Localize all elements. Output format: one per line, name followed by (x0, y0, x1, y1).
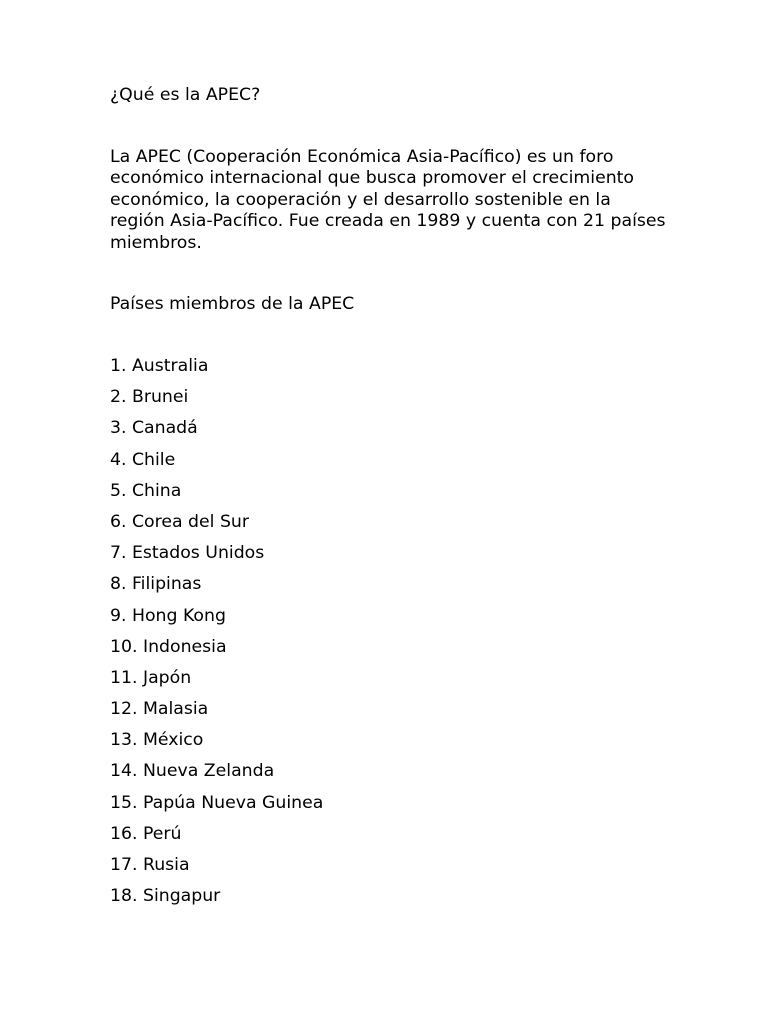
page-title: ¿Qué es la APEC? (110, 85, 261, 105)
list-item: 6. Corea del Sur (110, 511, 249, 532)
list-item: 7. Estados Unidos (110, 543, 265, 564)
list-item: 18. Singapur (110, 886, 221, 907)
list-item: 4. Chile (110, 449, 176, 470)
list-item: 1. Australia (110, 356, 209, 376)
list-item: 5. China (110, 480, 182, 501)
members-heading: Países miembros de la APEC (110, 294, 355, 314)
members-list (110, 356, 323, 917)
list-item: 2. Brunei (110, 387, 189, 408)
list-item: 9. Hong Kong (110, 605, 226, 626)
list-item: 14. Nueva Zelanda (110, 761, 275, 782)
list-item: 13. México (110, 730, 204, 751)
list-item: 10. Indonesia (110, 636, 227, 657)
list-item: 8. Filipinas (110, 574, 202, 595)
list-item: 3. Canadá (110, 418, 198, 439)
list-item: 12. Malasia (110, 699, 209, 720)
list-item: 11. Japón (110, 667, 192, 688)
intro-paragraph: La APEC (Cooperación Económica Asia-Pacífico) es un foro económico internacional que busca promover el crecimiento económico, la cooperación y el desarrollo sostenible en la región Asia-Pacífico. Fue creada en 1989 y cuenta con 21 países miembros. (110, 147, 666, 253)
list-item: 16. Perú (110, 823, 182, 844)
list-item: 15. Papúa Nueva Guinea (110, 792, 324, 813)
list-item: 17. Rusia (110, 855, 190, 875)
